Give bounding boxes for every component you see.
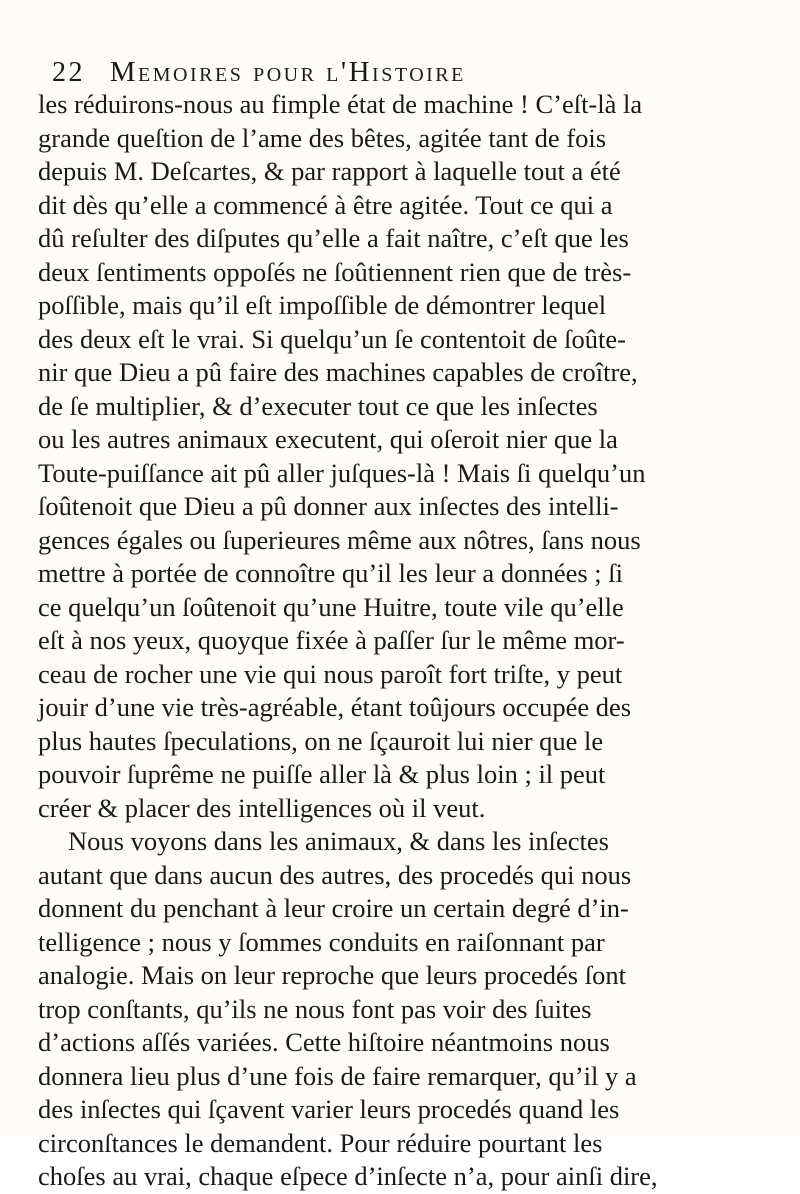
text-line: gences égales ou ſuperieures même aux nôtres, ſans nous xyxy=(38,524,641,555)
text-line: choſes au vrai, chaque eſpece d’inſecte n’a, pour ainſi dire, xyxy=(38,1161,658,1191)
running-head-title: Memoires pour l'Histoire xyxy=(109,56,466,88)
text-line: des deux eſt le vrai. Si quelqu’un ſe contentoit de ſoûte- xyxy=(38,323,626,354)
text-line: de ſe multiplier, & d’executer tout ce que les inſectes xyxy=(38,390,598,421)
text-line: ceau de rocher une vie qui nous paroît fort triſte, y peut xyxy=(38,658,623,689)
text-line: autant que dans aucun des autres, des procedés qui nous xyxy=(38,859,632,890)
text-line: donnent du penchant à leur croire un certain degré d’in- xyxy=(38,893,629,923)
text-line: trop conſtants, qu’ils ne nous font pas voir des ſuites xyxy=(38,993,592,1024)
text-line: pouvoir ſuprême ne puiſſe aller là & plus loin ; il peut xyxy=(38,759,606,789)
text-line: jouir d’une vie très-agréable, étant toûjours occupée des xyxy=(38,692,632,722)
text-line: ſoûtenoit que Dieu a pû donner aux inſectes des intelli- xyxy=(38,491,619,521)
text-line: d’actions aſſés variées. Cette hiſtoire néantmoins nous xyxy=(38,1027,610,1057)
text-line: poſſible, mais qu’il eſt impoſſible de démontrer lequel xyxy=(38,290,607,320)
paragraph-first-line: Nous voyons dans les animaux, & dans les inſectes xyxy=(68,826,609,856)
text-line: grande queſtion de l’ame des bêtes, agitée tant de fois xyxy=(38,122,607,153)
text-line: Toute-puiſſance ait pû aller juſques-là ! Mais ſi quelqu’un xyxy=(38,457,646,488)
text-line: plus hautes ſpeculations, on ne ſçauroit lui nier que le xyxy=(38,725,604,756)
text-line: dit dès qu’elle a commencé à être agitée. Tout ce qui a xyxy=(38,189,613,220)
text-line: dû reſulter des diſputes qu’elle a fait naître, c’eſt que les xyxy=(38,223,629,253)
body-text xyxy=(38,88,778,1194)
text-line: mettre à portée de connoître qu’il les leur a données ; ſi xyxy=(38,558,623,588)
text-line: les réduirons-nous au fimple état de machine ! C’eſt-là la xyxy=(38,89,643,119)
text-line: analogie. Mais on leur reproche que leurs procedés ſont xyxy=(38,960,626,990)
running-head xyxy=(52,52,752,92)
text-line: nir que Dieu a pû faire des machines capables de croître, xyxy=(38,357,638,387)
text-line: ou les autres animaux executent, qui oſeroit nier que la xyxy=(38,424,618,454)
text-line: depuis M. Deſcartes, & par rapport à laquelle tout a été xyxy=(38,156,621,186)
text-line: ce quelqu’un ſoûtenoit qu’une Huitre, toute vile qu’elle xyxy=(38,591,624,622)
text-line: donnera lieu plus d’une fois de faire remarquer, qu’il y a xyxy=(38,1060,637,1091)
text-line: telligence ; nous y ſommes conduits en raiſonnant par xyxy=(38,926,605,957)
text-line: eſt à nos yeux, quoyque fixée à paſſer ſur le même mor- xyxy=(38,625,625,655)
text-line: des inſectes qui ſçavent varier leurs procedés quand les xyxy=(38,1094,620,1124)
page-number: 22 xyxy=(52,57,85,88)
text-line: deux ſentiments oppoſés ne ſoûtiennent rien que de très- xyxy=(38,256,632,287)
text-line: créer & placer des intelligences où il veut. xyxy=(38,792,486,823)
text-line: circonſtances le demandent. Pour réduire pourtant les xyxy=(38,1127,603,1158)
